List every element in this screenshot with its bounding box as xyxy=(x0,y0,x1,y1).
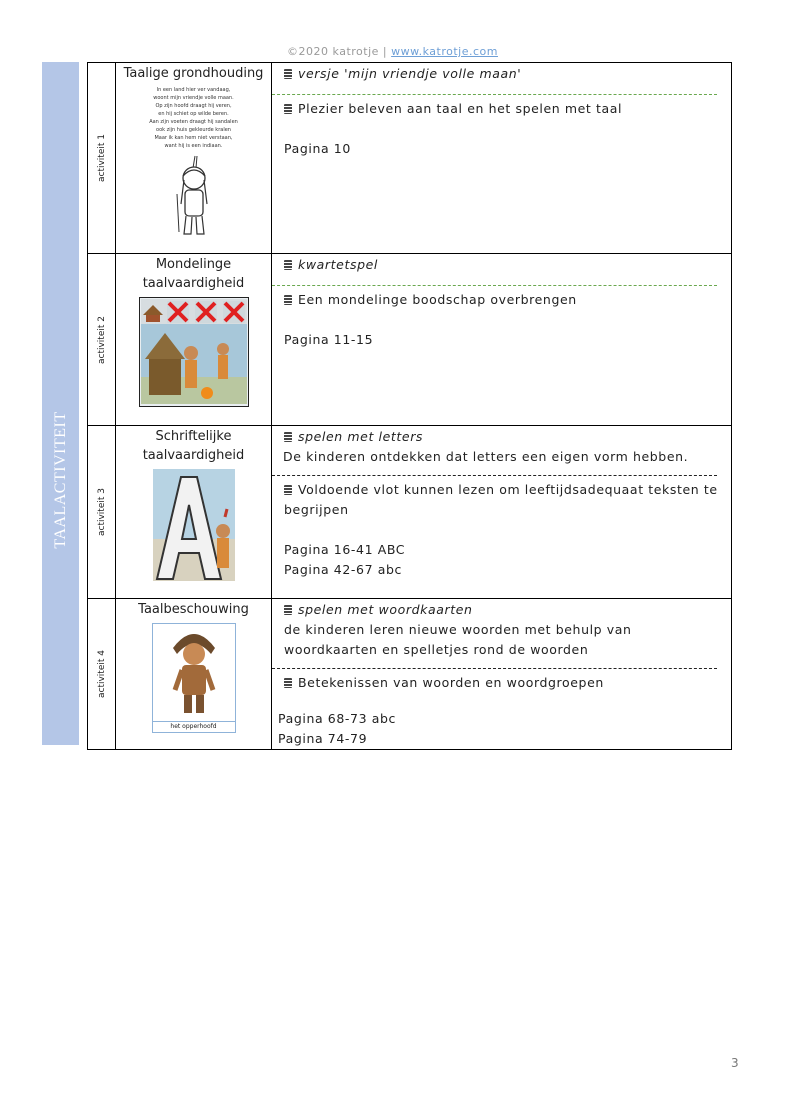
indian-boy-outline-icon xyxy=(169,154,219,238)
content-cell xyxy=(272,426,732,599)
divider xyxy=(272,475,717,476)
page-reference: Pagina 68-73 abc xyxy=(278,711,396,726)
activity-table xyxy=(87,62,732,750)
sidebar-band xyxy=(42,62,79,745)
topic-cell xyxy=(116,599,272,750)
page-reference: Pagina 11-15 xyxy=(284,332,374,347)
topic-cell xyxy=(116,426,272,599)
aim-line xyxy=(284,290,731,310)
aim-line xyxy=(284,480,731,520)
bullet-icon xyxy=(284,432,292,442)
bullet-icon xyxy=(284,69,292,79)
divider xyxy=(272,285,717,286)
poem-line: Aan zijn voeten draagt hij sandalen xyxy=(149,119,238,125)
page-number: 3 xyxy=(731,1056,739,1070)
page-reference: Pagina 10 xyxy=(284,141,351,156)
activity-label: activiteit 4 xyxy=(96,649,107,699)
divider xyxy=(272,94,717,95)
content-cell xyxy=(272,254,732,426)
goal-text: kwartetspel xyxy=(298,257,378,272)
bullet-icon xyxy=(284,678,292,688)
sidebar-title: TAALACTIVITEIT xyxy=(51,411,69,549)
aim-text: Een mondelinge boodschap overbrengen xyxy=(298,292,577,307)
aim-text: Betekenissen van woorden en woordgroepen xyxy=(298,675,604,690)
page-reference: Pagina 42-67 abc xyxy=(284,562,402,577)
card-caption: het opperhoofd xyxy=(153,721,235,732)
poem-line: want hij is een indiaan. xyxy=(164,143,223,149)
topic-title: Mondelinge taalvaardigheid xyxy=(142,257,245,291)
activity-number-cell xyxy=(88,254,116,426)
bullet-icon xyxy=(284,605,292,615)
copyright-text: ©2020 katrotje | xyxy=(287,45,392,58)
aim-text: Voldoende vlot kunnen lezen om leeftijdsadequaat teksten te begrijpen xyxy=(284,482,718,517)
poem-line: woont mijn vriendje volle maan. xyxy=(153,95,234,101)
divider xyxy=(272,668,717,669)
goal-line xyxy=(284,64,731,84)
poem-illustration xyxy=(116,86,271,238)
activity-number-cell xyxy=(88,63,116,254)
page-reference: Pagina 16-41 ABC xyxy=(284,542,406,557)
bullet-icon xyxy=(284,104,292,114)
activity-label: activiteit 2 xyxy=(96,315,107,364)
goal-text: spelen met woordkaarten xyxy=(298,602,473,617)
bullet-icon xyxy=(284,295,292,305)
activity-number-cell xyxy=(88,426,116,599)
aim-text: Plezier beleven aan taal en het spelen met taal xyxy=(298,101,623,116)
poem-line: In een land hier ver vandaag, xyxy=(156,87,231,93)
activity-label: activiteit 1 xyxy=(96,133,107,183)
description-text: de kinderen leren nieuwe woorden met behulp van woordkaarten en spelletjes rond de woorden xyxy=(284,622,632,657)
table-row xyxy=(88,599,732,750)
letter-a-card-image xyxy=(153,469,235,581)
quartet-card-image xyxy=(139,297,249,407)
aim-line xyxy=(284,673,731,693)
poem-line: Maar ik kan hem niet verstaan, xyxy=(154,135,233,141)
chief-illustration-icon xyxy=(153,624,235,716)
topic-cell xyxy=(116,63,272,254)
topic-title: Taalige grondhouding xyxy=(123,66,264,81)
poem-line: Op zijn hoofd draagt hij veren, xyxy=(155,103,232,109)
activity-number-cell xyxy=(88,599,116,750)
topic-title: Schriftelijke taalvaardigheid xyxy=(142,429,245,463)
copyright-line xyxy=(0,45,785,58)
bullet-icon xyxy=(284,485,292,495)
bullet-icon xyxy=(284,260,292,270)
goal-line xyxy=(284,255,731,275)
aim-line xyxy=(284,99,731,119)
content-cell xyxy=(272,63,732,254)
topic-cell xyxy=(116,254,272,426)
topic-title: Taalbeschouwing xyxy=(138,602,249,617)
goal-line xyxy=(284,600,731,620)
goal-text: versje 'mijn vriendje volle maan' xyxy=(298,66,522,81)
description-text: De kinderen ontdekken dat letters een eigen vorm hebben. xyxy=(283,449,689,464)
word-card-image xyxy=(152,623,236,733)
table-row xyxy=(88,63,732,254)
poem-line: en hij schiet op wilde beren. xyxy=(158,111,229,117)
table-row xyxy=(88,254,732,426)
table-row xyxy=(88,426,732,599)
page-reference: Pagina 74-79 xyxy=(278,731,368,746)
activity-label: activiteit 3 xyxy=(96,487,107,537)
goal-text: spelen met letters xyxy=(298,429,424,444)
website-link[interactable]: www.katrotje.com xyxy=(391,45,498,58)
goal-line xyxy=(284,427,731,447)
content-cell xyxy=(272,599,732,750)
poem-line: ook zijn huis gekleurde kralen xyxy=(156,127,231,133)
